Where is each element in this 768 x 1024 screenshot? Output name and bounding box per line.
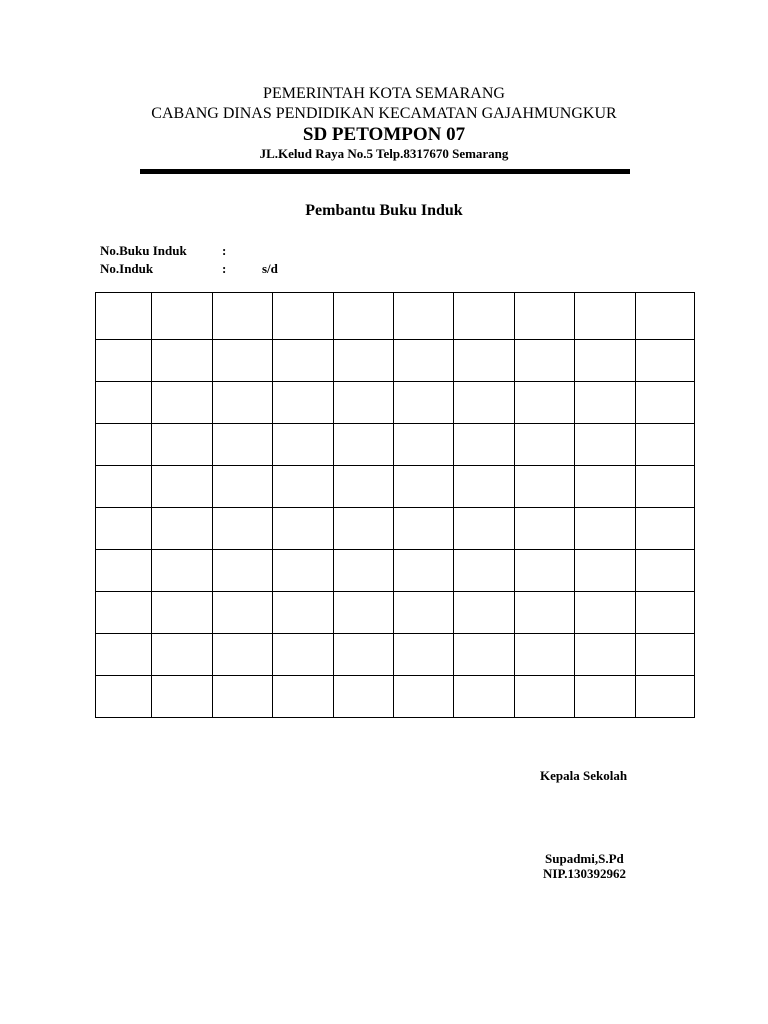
grid-cell: [575, 676, 636, 718]
grid-cell: [515, 293, 575, 340]
grid-cell: [213, 634, 273, 676]
grid-cell: [213, 676, 273, 718]
grid-row: [96, 293, 695, 340]
grid-cell: [515, 340, 575, 382]
grid-cell: [394, 676, 454, 718]
grid-cell: [454, 340, 515, 382]
grid-cell: [394, 634, 454, 676]
grid-cell: [334, 508, 394, 550]
grid-cell: [152, 466, 213, 508]
grid-cell: [213, 466, 273, 508]
grid-cell: [636, 550, 695, 592]
grid-cell: [454, 592, 515, 634]
grid-cell: [273, 340, 334, 382]
grid-cell: [152, 592, 213, 634]
grid-row: [96, 634, 695, 676]
grid-cell: [273, 293, 334, 340]
grid-cell: [636, 508, 695, 550]
grid-cell: [636, 676, 695, 718]
grid-row: [96, 382, 695, 424]
grid-cell: [636, 424, 695, 466]
grid-cell: [334, 592, 394, 634]
grid-cell: [96, 382, 152, 424]
grid-cell: [394, 424, 454, 466]
grid-cell: [454, 676, 515, 718]
grid-cell: [636, 592, 695, 634]
grid-cell: [575, 550, 636, 592]
grid-cell: [515, 382, 575, 424]
grid-cell: [454, 382, 515, 424]
signature-nip: NIP.130392962: [543, 866, 626, 881]
grid-cell: [575, 634, 636, 676]
document-title: Pembantu Buku Induk: [305, 202, 463, 219]
grid-cell: [213, 424, 273, 466]
grid-row: [96, 676, 695, 718]
grid-cell: [96, 340, 152, 382]
grid-cell: [334, 293, 394, 340]
grid-cell: [515, 508, 575, 550]
grid-cell: [454, 508, 515, 550]
grid-cell: [213, 382, 273, 424]
grid-cell: [515, 676, 575, 718]
grid-cell: [394, 340, 454, 382]
grid-cell: [96, 466, 152, 508]
grid-cell: [213, 592, 273, 634]
grid-cell: [575, 424, 636, 466]
header-school-name: SD PETOMPON 07: [302, 124, 466, 145]
grid-row: [96, 424, 695, 466]
grid-row: [96, 592, 695, 634]
signature-role: Kepala Sekolah: [540, 768, 628, 783]
grid-cell: [394, 293, 454, 340]
grid-cell: [96, 424, 152, 466]
grid-cell: [213, 550, 273, 592]
grid-cell: [273, 676, 334, 718]
header-divider: [140, 169, 630, 174]
grid-cell: [334, 676, 394, 718]
grid-cell: [575, 508, 636, 550]
grid-cell: [636, 466, 695, 508]
grid-cell: [515, 424, 575, 466]
grid-cell: [334, 634, 394, 676]
grid-cell: [454, 634, 515, 676]
header-department: CABANG DINAS PENDIDIKAN KECAMATAN GAJAHMUNGKUR: [151, 105, 617, 122]
grid-cell: [575, 293, 636, 340]
grid-cell: [273, 550, 334, 592]
grid-cell: [152, 340, 213, 382]
grid-cell: [575, 466, 636, 508]
grid-cell: [334, 340, 394, 382]
grid-cell: [636, 340, 695, 382]
grid-cell: [394, 508, 454, 550]
grid-cell: [96, 592, 152, 634]
grid-cell: [394, 550, 454, 592]
grid-cell: [515, 634, 575, 676]
grid-cell: [273, 634, 334, 676]
grid-cell: [515, 466, 575, 508]
grid-cell: [273, 466, 334, 508]
grid-cell: [152, 293, 213, 340]
grid-cell: [213, 340, 273, 382]
no-induk-range: s/d: [262, 261, 278, 276]
grid-cell: [515, 592, 575, 634]
grid-cell: [334, 382, 394, 424]
grid-row: [96, 466, 695, 508]
grid-cell: [454, 466, 515, 508]
grid-cell: [515, 550, 575, 592]
grid-cell: [394, 592, 454, 634]
grid-cell: [96, 508, 152, 550]
grid-row: [96, 508, 695, 550]
no-buku-induk-colon: :: [222, 243, 227, 258]
grid-cell: [273, 592, 334, 634]
grid-cell: [96, 634, 152, 676]
grid-cell: [152, 424, 213, 466]
grid-cell: [334, 424, 394, 466]
header-government: PEMERINTAH KOTA SEMARANG: [263, 85, 505, 102]
grid-cell: [152, 508, 213, 550]
grid-row: [96, 340, 695, 382]
grid-cell: [394, 466, 454, 508]
no-induk-label: No.Induk: [100, 261, 154, 276]
grid-cell: [454, 550, 515, 592]
grid-cell: [273, 508, 334, 550]
grid-cell: [152, 550, 213, 592]
grid-cell: [334, 550, 394, 592]
grid-cell: [454, 424, 515, 466]
grid-cell: [273, 382, 334, 424]
no-induk-colon: :: [222, 261, 227, 276]
grid-cell: [152, 634, 213, 676]
grid-cell: [575, 382, 636, 424]
grid-cell: [152, 382, 213, 424]
grid-cell: [96, 550, 152, 592]
grid-cell: [152, 676, 213, 718]
grid-cell: [575, 592, 636, 634]
grid-cell: [213, 293, 273, 340]
grid-cell: [273, 424, 334, 466]
grid-cell: [394, 382, 454, 424]
grid-cell: [96, 676, 152, 718]
grid-cell: [454, 293, 515, 340]
grid-cell: [636, 382, 695, 424]
grid-cell: [636, 293, 695, 340]
grid-cell: [96, 293, 152, 340]
grid-row: [96, 550, 695, 592]
no-buku-induk-label: No.Buku Induk: [100, 243, 187, 258]
grid-cell: [575, 340, 636, 382]
grid-cell: [213, 508, 273, 550]
signature-name: Supadmi,S.Pd: [545, 851, 624, 866]
grid-cell: [636, 634, 695, 676]
record-grid: [95, 292, 695, 718]
grid-cell: [334, 466, 394, 508]
header-address: JL.Kelud Raya No.5 Telp.8317670 Semarang: [259, 146, 509, 161]
